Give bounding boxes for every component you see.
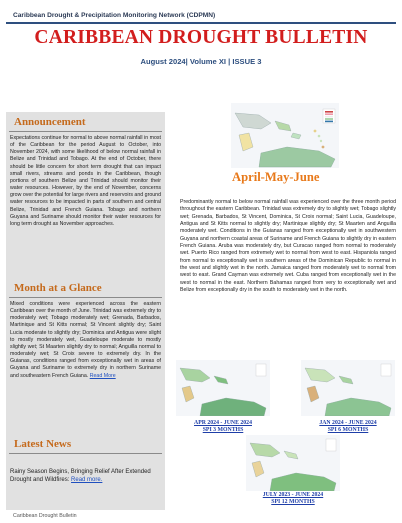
spi-6-month-map xyxy=(301,360,395,416)
latest-news-body: Rainy Season Begins, Bringing Relief After Extended Drought and Wildfires: xyxy=(10,469,151,483)
spi-3-month-caption-label: SPI 3 MONTHS xyxy=(202,427,244,434)
spi-12-month-caption-dates: JULY 2023 - JUNE 2024 xyxy=(262,492,324,498)
latest-news-text xyxy=(10,468,161,484)
footer-text: Caribbean Drought Bulletin xyxy=(13,513,77,519)
announcement-rule xyxy=(9,131,162,132)
map-graphic xyxy=(176,360,270,416)
month-at-glance-rule xyxy=(9,297,162,298)
bulletin-title: CARIBBEAN DROUGHT BULLETIN xyxy=(34,27,368,48)
spi-12-month-caption-label: SPI 12 MONTHS xyxy=(271,499,315,506)
month-at-glance-text xyxy=(10,301,161,380)
month-at-glance-heading: Month at a Glance xyxy=(14,282,102,294)
spi-6-month-caption-dates: JAN 2024 - JUNE 2024 xyxy=(319,420,377,426)
spi-3-month-caption-dates: APR 2024 - JUNE 2024 xyxy=(194,420,252,426)
network-name: Caribbean Drought & Precipitation Monitoring Network (CDPMN) xyxy=(13,12,216,19)
month-at-glance-body: Mixed conditions were experienced across the eastern Caribbean over the month of June. Trinidad was extremely dry to moderately wet; Tobago moderately wet; Grenada, Barbados, Martinique and St Kitts normal; St Vincent slightly dry; Saint Lucia moderate to slightly dry; Dominica and Antigua were slight to mostly moderately wet, Guadeloupe moderate to mostly slightly wet; St Maarten slightly dry to normal; Anguilla normal to moderately wet; St Croix severe to extremely dry. In the Guianas, conditions ranged from exceptionally wet in areas of Guyana and Suriname to extremely dry in northern Suriname and southeastern French Guiana. xyxy=(10,301,161,379)
caribbean-spi-map-top xyxy=(231,103,339,168)
announcement-heading: Announcement xyxy=(14,116,86,128)
issue-line: August 2024| Volume XI | ISSUE 3 xyxy=(140,57,262,66)
spi-3-month-map xyxy=(176,360,270,416)
map-graphic xyxy=(301,360,395,416)
map-graphic xyxy=(231,103,339,168)
spi-3-month-caption[interactable] xyxy=(177,420,269,434)
news-read-more-link[interactable]: Read more. xyxy=(71,477,103,483)
spi-12-month-map xyxy=(246,435,340,491)
latest-news-rule xyxy=(9,453,162,454)
main-section-text: Predominantly normal to below normal rainfall was experienced over the three month period throughout the eastern Caribbean. Trinidad was extremely dry to slightly wet; Tobago slightly wet; Grenada, Barbados, St Vincent, Dominica, St Croix normal; Saint Lucia, Guadeloupe, Antigua and St Kitts normal to slightly dry; Martinique slightly dry; St Maarten and Anguilla moderately wet. Conditions in the Guianas ranged from exceptionally wet in southwestern Guyana and northern coastal areas of Suriname and French Guiana to slightly dry in eastern French Guiana. Aruba was moderately dry, but Curacao ranged from normal to moderately wet. Puerto Rico ranged from extremely wet to normal from west to east. Hispaniola ranged from normal to exceptionally wet in southern areas of the Dominican Republic to normal in the west and slightly wet in the north. Jamaica ranged from moderately wet to normal from west to east. Grand Cayman was extremely wet. Cuba ranged from exceptionally wet in the west to normal in the east. Northern Bahamas ranged from very to exceptionally wet and Belize from exceptionally dry in the south to moderately wet in the north. xyxy=(180,199,396,294)
latest-news-heading: Latest News xyxy=(14,438,72,450)
spi-6-month-caption[interactable] xyxy=(302,420,394,434)
month-read-more-link[interactable]: Read More xyxy=(89,372,116,379)
header-rule xyxy=(6,22,396,24)
main-section-heading: April-May-June xyxy=(232,170,320,184)
map-graphic xyxy=(246,435,340,491)
spi-6-month-caption-label: SPI 6 MONTHS xyxy=(327,427,369,434)
spi-12-month-caption[interactable] xyxy=(247,492,339,506)
announcement-text: Expectations continue for normal to above normal rainfall in most of the Caribbean for the period August to October, into November 2024, with some likelihood of below normal rainfall in Belize and Trinidad and Tobago. At the end of October, there should be little concern for short term drought that can impact small rivers, streams and ponds in the Caribbean, though portions of southern Belize and Trinidad should monitor their water resources. However, by the end of November, concerns grow over the potential for large rivers and reservoirs and ground water resources to be impacted in parts of southern and central Belize, Trinidad and French Guiana. Tobago and northern Guyana and Suriname should monitor their water resources for long term drought as November approaches. xyxy=(10,135,161,227)
